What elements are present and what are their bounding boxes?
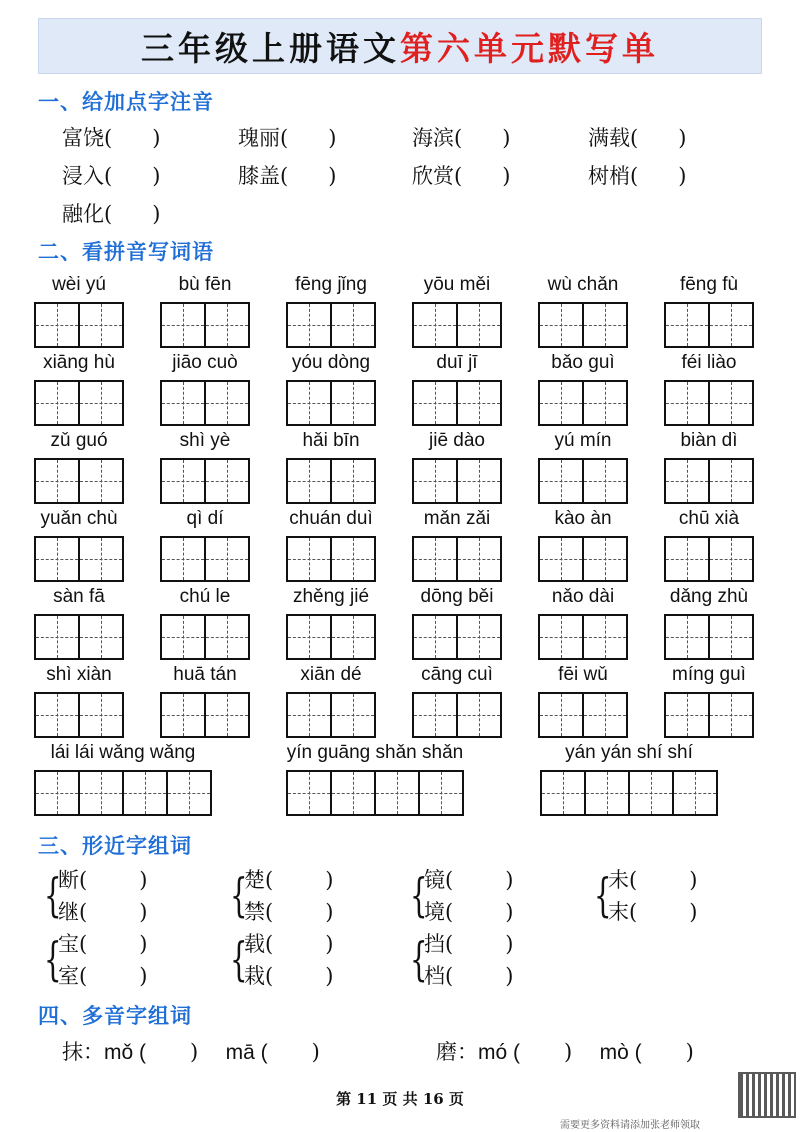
section1-heading: 一、给加点字注音	[38, 89, 214, 114]
close-paren: )	[502, 164, 511, 188]
close-paren: )	[325, 868, 334, 892]
pinyin-label: dōng běi	[420, 586, 494, 607]
pinyin-label: lái lái wǎng wǎng	[50, 742, 196, 763]
brace-icon: {	[44, 932, 62, 986]
pinyin-label: shì xiàn	[46, 664, 112, 685]
writing-box[interactable]	[538, 458, 584, 504]
writing-box[interactable]	[456, 692, 502, 738]
writing-box[interactable]	[456, 380, 502, 426]
polyphone-reading-ma1: mā (	[225, 1041, 268, 1064]
annotate-word-text: 满载(	[588, 126, 639, 150]
pinyin-label: hǎi bīn	[302, 430, 360, 451]
writing-box[interactable]	[708, 380, 754, 426]
pinyin-label: féi liào	[681, 352, 737, 373]
writing-box[interactable]	[412, 302, 458, 348]
writing-box[interactable]	[456, 302, 502, 348]
annotate-word-text: 融化(	[62, 202, 113, 226]
char-pair-item	[608, 896, 697, 926]
char-pair-item	[244, 864, 333, 894]
char-pair-item	[424, 960, 513, 990]
writing-box[interactable]	[330, 614, 376, 660]
writing-box[interactable]	[122, 770, 168, 816]
writing-box[interactable]	[78, 302, 124, 348]
char-pair	[410, 928, 550, 990]
writing-box[interactable]	[582, 536, 628, 582]
polyphone-char-2: 磨：	[436, 1040, 478, 1064]
writing-box[interactable]	[286, 536, 332, 582]
pinyin-label: yuǎn chù	[40, 508, 118, 529]
close-paren: )	[152, 126, 161, 150]
writing-box[interactable]	[538, 692, 584, 738]
pinyin-label: yōu měi	[423, 274, 491, 295]
close-paren: )	[689, 900, 698, 924]
writing-box[interactable]	[412, 614, 458, 660]
writing-box[interactable]	[160, 380, 206, 426]
writing-box[interactable]	[538, 536, 584, 582]
polyphone-mo	[436, 1036, 694, 1066]
pinyin-label: fēng jǐng	[295, 274, 367, 295]
char-item-text: 未(	[608, 868, 638, 892]
writing-box[interactable]	[456, 614, 502, 660]
annotate-word	[62, 160, 160, 190]
close-paren: )	[678, 126, 687, 150]
writing-box[interactable]	[538, 380, 584, 426]
close-paren: )	[505, 900, 514, 924]
writing-box[interactable]	[34, 692, 80, 738]
writing-box[interactable]	[412, 458, 458, 504]
footer-note: 需要更多资料请添加张老师领取	[560, 1120, 700, 1131]
title-banner	[38, 18, 762, 74]
writing-box[interactable]	[204, 536, 250, 582]
brace-icon: {	[410, 932, 428, 986]
qr-code	[738, 1072, 796, 1118]
pinyin-label: yín guāng shǎn shǎn	[286, 742, 464, 763]
writing-box[interactable]	[78, 770, 124, 816]
close-paren: )	[325, 900, 334, 924]
writing-box[interactable]	[374, 770, 420, 816]
pinyin-label: xiāng hù	[43, 352, 115, 373]
pinyin-label: shì yè	[179, 430, 231, 451]
writing-box[interactable]	[540, 770, 586, 816]
section3-heading: 三、形近字组词	[38, 833, 192, 858]
writing-box[interactable]	[664, 614, 710, 660]
close-paren: )	[505, 932, 514, 956]
char-item-text: 镜(	[424, 868, 454, 892]
pinyin-label: fēng fù	[679, 274, 739, 295]
close-paren: )	[311, 1040, 320, 1064]
annotate-word	[62, 122, 160, 152]
writing-box[interactable]	[286, 458, 332, 504]
writing-box[interactable]	[160, 692, 206, 738]
writing-box[interactable]	[160, 458, 206, 504]
char-pair	[44, 928, 184, 990]
writing-box[interactable]	[330, 380, 376, 426]
writing-box[interactable]	[78, 536, 124, 582]
char-pair-item	[244, 960, 333, 990]
pinyin-label: bǎo guì	[551, 352, 615, 373]
writing-box[interactable]	[330, 458, 376, 504]
pinyin-label: huā tán	[173, 664, 237, 685]
close-paren: )	[139, 900, 148, 924]
writing-box[interactable]	[78, 458, 124, 504]
pinyin-label: jiāo cuò	[172, 352, 238, 373]
pinyin-label: zhěng jié	[292, 586, 370, 607]
pinyin-label: nǎo dài	[551, 586, 615, 607]
close-paren: )	[152, 164, 161, 188]
char-pair-item	[244, 928, 333, 958]
pinyin-label: míng guì	[672, 664, 746, 685]
writing-box[interactable]	[664, 458, 710, 504]
writing-box[interactable]	[708, 536, 754, 582]
char-item-text: 断(	[58, 868, 88, 892]
char-pair-item	[58, 928, 147, 958]
annotate-word	[238, 160, 336, 190]
writing-box[interactable]	[582, 380, 628, 426]
writing-box[interactable]	[330, 536, 376, 582]
close-paren: )	[328, 164, 337, 188]
page-number: 第 11 页 共 16 页	[336, 1090, 464, 1108]
char-item-text: 继(	[58, 900, 88, 924]
char-pair-item	[424, 864, 513, 894]
close-paren: )	[328, 126, 337, 150]
close-paren: )	[152, 202, 161, 226]
pinyin-label: wèi yú	[52, 274, 106, 295]
annotate-word	[588, 160, 686, 190]
writing-box[interactable]	[330, 770, 376, 816]
writing-box[interactable]	[664, 302, 710, 348]
section2-heading: 二、看拼音写词语	[38, 239, 214, 264]
char-item-text: 末(	[608, 900, 638, 924]
section4-heading: 四、多音字组词	[38, 1003, 192, 1028]
writing-box[interactable]	[538, 614, 584, 660]
writing-box[interactable]	[160, 536, 206, 582]
pinyin-label: fēi wǔ	[558, 664, 608, 685]
writing-box[interactable]	[286, 692, 332, 738]
pinyin-label: yán yán shí shí	[565, 742, 693, 763]
writing-box[interactable]	[664, 536, 710, 582]
close-paren: )	[505, 868, 514, 892]
writing-box[interactable]	[584, 770, 630, 816]
close-paren: )	[689, 868, 698, 892]
writing-box[interactable]	[160, 614, 206, 660]
writing-box[interactable]	[34, 536, 80, 582]
close-paren: )	[564, 1040, 573, 1064]
writing-box[interactable]	[286, 770, 332, 816]
char-pair	[230, 928, 370, 990]
polyphone-ma	[62, 1036, 320, 1066]
polyphone-reading-mo3: mǒ (	[104, 1041, 146, 1064]
brace-icon: {	[44, 868, 62, 922]
pinyin-label: yóu dòng	[291, 352, 371, 373]
close-paren: )	[139, 932, 148, 956]
char-pair-item	[608, 864, 697, 894]
pinyin-label: bù fēn	[178, 274, 232, 295]
writing-box[interactable]	[672, 770, 718, 816]
char-pair-item	[244, 896, 333, 926]
pinyin-label: chú le	[179, 586, 231, 607]
writing-box[interactable]	[412, 380, 458, 426]
annotate-word-text: 膝盖(	[238, 164, 289, 188]
writing-box[interactable]	[34, 770, 80, 816]
writing-box[interactable]	[204, 692, 250, 738]
annotate-word	[238, 122, 336, 152]
pinyin-label: sàn fā	[53, 586, 105, 607]
char-pair	[594, 864, 734, 926]
writing-box[interactable]	[204, 380, 250, 426]
writing-box[interactable]	[582, 302, 628, 348]
writing-box[interactable]	[708, 458, 754, 504]
annotate-word	[412, 122, 510, 152]
pinyin-label: jiē dào	[429, 430, 485, 451]
char-item-text: 禁(	[244, 900, 274, 924]
title-unit: 第六单元默写单	[400, 28, 659, 68]
polyphone-char-1: 抹：	[62, 1040, 104, 1064]
writing-box[interactable]	[708, 302, 754, 348]
writing-box[interactable]	[34, 380, 80, 426]
char-pair	[44, 864, 184, 926]
pinyin-label: zǔ guó	[50, 430, 108, 451]
writing-box[interactable]	[582, 458, 628, 504]
annotate-word-text: 树梢(	[588, 164, 639, 188]
annotate-word-text: 海滨(	[412, 126, 463, 150]
close-paren: )	[678, 164, 687, 188]
pinyin-label: biàn dì	[680, 430, 738, 451]
polyphone-reading-mo4: mò (	[599, 1041, 642, 1064]
char-item-text: 楚(	[244, 868, 274, 892]
annotate-word-text: 瑰丽(	[238, 126, 289, 150]
writing-box[interactable]	[330, 302, 376, 348]
pinyin-label: cāng cuì	[421, 664, 493, 685]
char-pair-item	[58, 960, 147, 990]
annotate-word-text: 浸入(	[62, 164, 113, 188]
polyphone-reading-mo2: mó (	[478, 1041, 520, 1064]
writing-box[interactable]	[286, 614, 332, 660]
annotate-word	[588, 122, 686, 152]
close-paren: )	[139, 868, 148, 892]
char-item-text: 栽(	[244, 964, 274, 988]
writing-box[interactable]	[456, 536, 502, 582]
writing-box[interactable]	[330, 692, 376, 738]
char-item-text: 挡(	[424, 932, 454, 956]
writing-box[interactable]	[664, 380, 710, 426]
writing-box[interactable]	[34, 614, 80, 660]
brace-icon: {	[230, 868, 248, 922]
writing-box[interactable]	[34, 302, 80, 348]
close-paren: )	[139, 964, 148, 988]
char-pair-item	[58, 864, 147, 894]
char-pair	[230, 864, 370, 926]
writing-box[interactable]	[708, 692, 754, 738]
writing-box[interactable]	[166, 770, 212, 816]
writing-box[interactable]	[582, 614, 628, 660]
writing-box[interactable]	[204, 458, 250, 504]
char-pair	[410, 864, 550, 926]
char-pair-item	[424, 896, 513, 926]
writing-box[interactable]	[456, 458, 502, 504]
pinyin-label: chuán duì	[289, 508, 373, 529]
writing-box[interactable]	[418, 770, 464, 816]
writing-box[interactable]	[628, 770, 674, 816]
writing-box[interactable]	[582, 692, 628, 738]
writing-box[interactable]	[78, 380, 124, 426]
char-item-text: 载(	[244, 932, 274, 956]
char-item-text: 宝(	[58, 932, 88, 956]
writing-box[interactable]	[286, 380, 332, 426]
pinyin-label: dǎng zhù	[669, 586, 749, 607]
pinyin-label: yú mín	[554, 430, 612, 451]
annotate-word	[412, 160, 510, 190]
brace-icon: {	[594, 868, 612, 922]
close-paren: )	[190, 1040, 199, 1064]
writing-box[interactable]	[78, 692, 124, 738]
writing-box[interactable]	[664, 692, 710, 738]
writing-box[interactable]	[160, 302, 206, 348]
writing-box[interactable]	[538, 302, 584, 348]
writing-box[interactable]	[78, 614, 124, 660]
writing-box[interactable]	[204, 302, 250, 348]
writing-box[interactable]	[412, 692, 458, 738]
char-item-text: 境(	[424, 900, 454, 924]
writing-box[interactable]	[204, 614, 250, 660]
writing-box[interactable]	[286, 302, 332, 348]
annotate-word-text: 欣赏(	[412, 164, 463, 188]
pinyin-label: chū xià	[678, 508, 740, 529]
close-paren: )	[325, 932, 334, 956]
char-pair-item	[58, 896, 147, 926]
close-paren: )	[502, 126, 511, 150]
annotate-word-text: 富饶(	[62, 126, 113, 150]
writing-box[interactable]	[708, 614, 754, 660]
pinyin-label: wù chǎn	[547, 274, 619, 295]
close-paren: )	[325, 964, 334, 988]
close-paren: )	[685, 1040, 694, 1064]
pinyin-label: kào àn	[554, 508, 612, 529]
brace-icon: {	[230, 932, 248, 986]
pinyin-label: mǎn zǎi	[423, 508, 491, 529]
writing-box[interactable]	[412, 536, 458, 582]
close-paren: )	[505, 964, 514, 988]
char-item-text: 档(	[424, 964, 454, 988]
pinyin-label: qì dí	[186, 508, 224, 529]
writing-box[interactable]	[34, 458, 80, 504]
pinyin-label: duī jī	[436, 352, 478, 373]
char-item-text: 室(	[58, 964, 88, 988]
title-grade: 三年级上册语文	[141, 28, 400, 68]
pinyin-label: xiān dé	[300, 664, 362, 685]
annotate-word	[62, 198, 160, 228]
char-pair-item	[424, 928, 513, 958]
brace-icon: {	[410, 868, 428, 922]
